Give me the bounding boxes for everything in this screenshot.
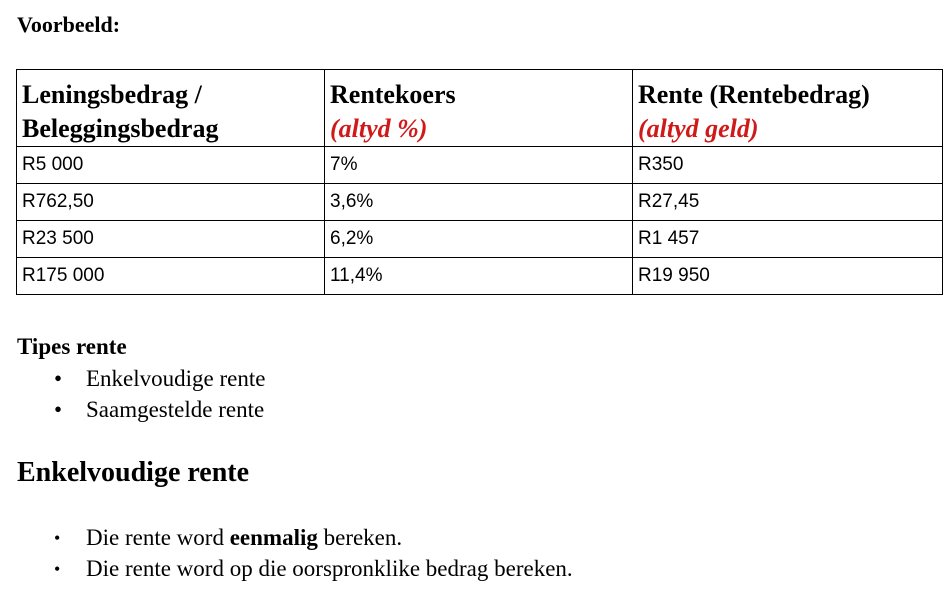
- table-row: [17, 184, 943, 221]
- list-item: [17, 522, 573, 553]
- simple-interest-heading: Enkelvoudige rente: [17, 457, 250, 488]
- list-item-label: Enkelvoudige rente: [86, 366, 266, 391]
- table-row: [17, 258, 943, 295]
- cell-amount: R23 500: [17, 221, 325, 258]
- cell-interest: R350: [633, 147, 943, 184]
- cell-rate: 6,2%: [325, 221, 633, 258]
- table-row: [17, 221, 943, 258]
- header-loan-amount: [17, 70, 325, 147]
- simple-interest-list: [17, 522, 573, 584]
- header-loan-amount-line2: Beleggingsbedrag: [22, 114, 219, 143]
- bullet-icon: •: [54, 559, 61, 579]
- interest-types-title: Tipes rente: [17, 334, 127, 359]
- cell-rate: 11,4%: [325, 258, 633, 295]
- header-interest-amount-label: Rente (Rentebedrag): [638, 80, 870, 109]
- bullet-icon: •: [54, 528, 61, 548]
- cell-interest: R1 457: [633, 221, 943, 258]
- list-item-label: Die rente word op die oorspronklike bedrag bereken.: [86, 556, 573, 581]
- header-loan-amount-line1: Leningsbedrag /: [22, 80, 202, 109]
- table-row: [17, 147, 943, 184]
- cell-interest: R19 950: [633, 258, 943, 295]
- cell-amount: R175 000: [17, 258, 325, 295]
- header-interest-rate-note: (altyd %): [330, 114, 428, 143]
- bullet-icon: •: [54, 366, 63, 391]
- table-header-row: [17, 70, 943, 147]
- cell-interest: R27,45: [633, 184, 943, 221]
- header-interest-amount: [633, 70, 943, 147]
- header-interest-rate-label: Rentekoers: [330, 80, 456, 109]
- list-item-label: Saamgestelde rente: [86, 397, 265, 422]
- list-item-text-post: bereken.: [317, 525, 403, 550]
- header-interest-amount-note: (altyd geld): [638, 114, 759, 143]
- cell-amount: R762,50: [17, 184, 325, 221]
- bullet-icon: •: [54, 397, 63, 422]
- example-label: Voorbeeld:: [17, 12, 121, 37]
- list-item-text-pre: Die rente word: [86, 525, 230, 550]
- header-interest-rate: [325, 70, 633, 147]
- interest-table: [16, 69, 943, 295]
- cell-rate: 7%: [325, 147, 633, 184]
- list-item: [17, 553, 573, 584]
- cell-amount: R5 000: [17, 147, 325, 184]
- cell-rate: 3,6%: [325, 184, 633, 221]
- list-item: [17, 363, 265, 394]
- list-item-text-bold: eenmalig: [229, 525, 318, 550]
- list-item: [17, 394, 265, 425]
- interest-types-list: [17, 363, 265, 425]
